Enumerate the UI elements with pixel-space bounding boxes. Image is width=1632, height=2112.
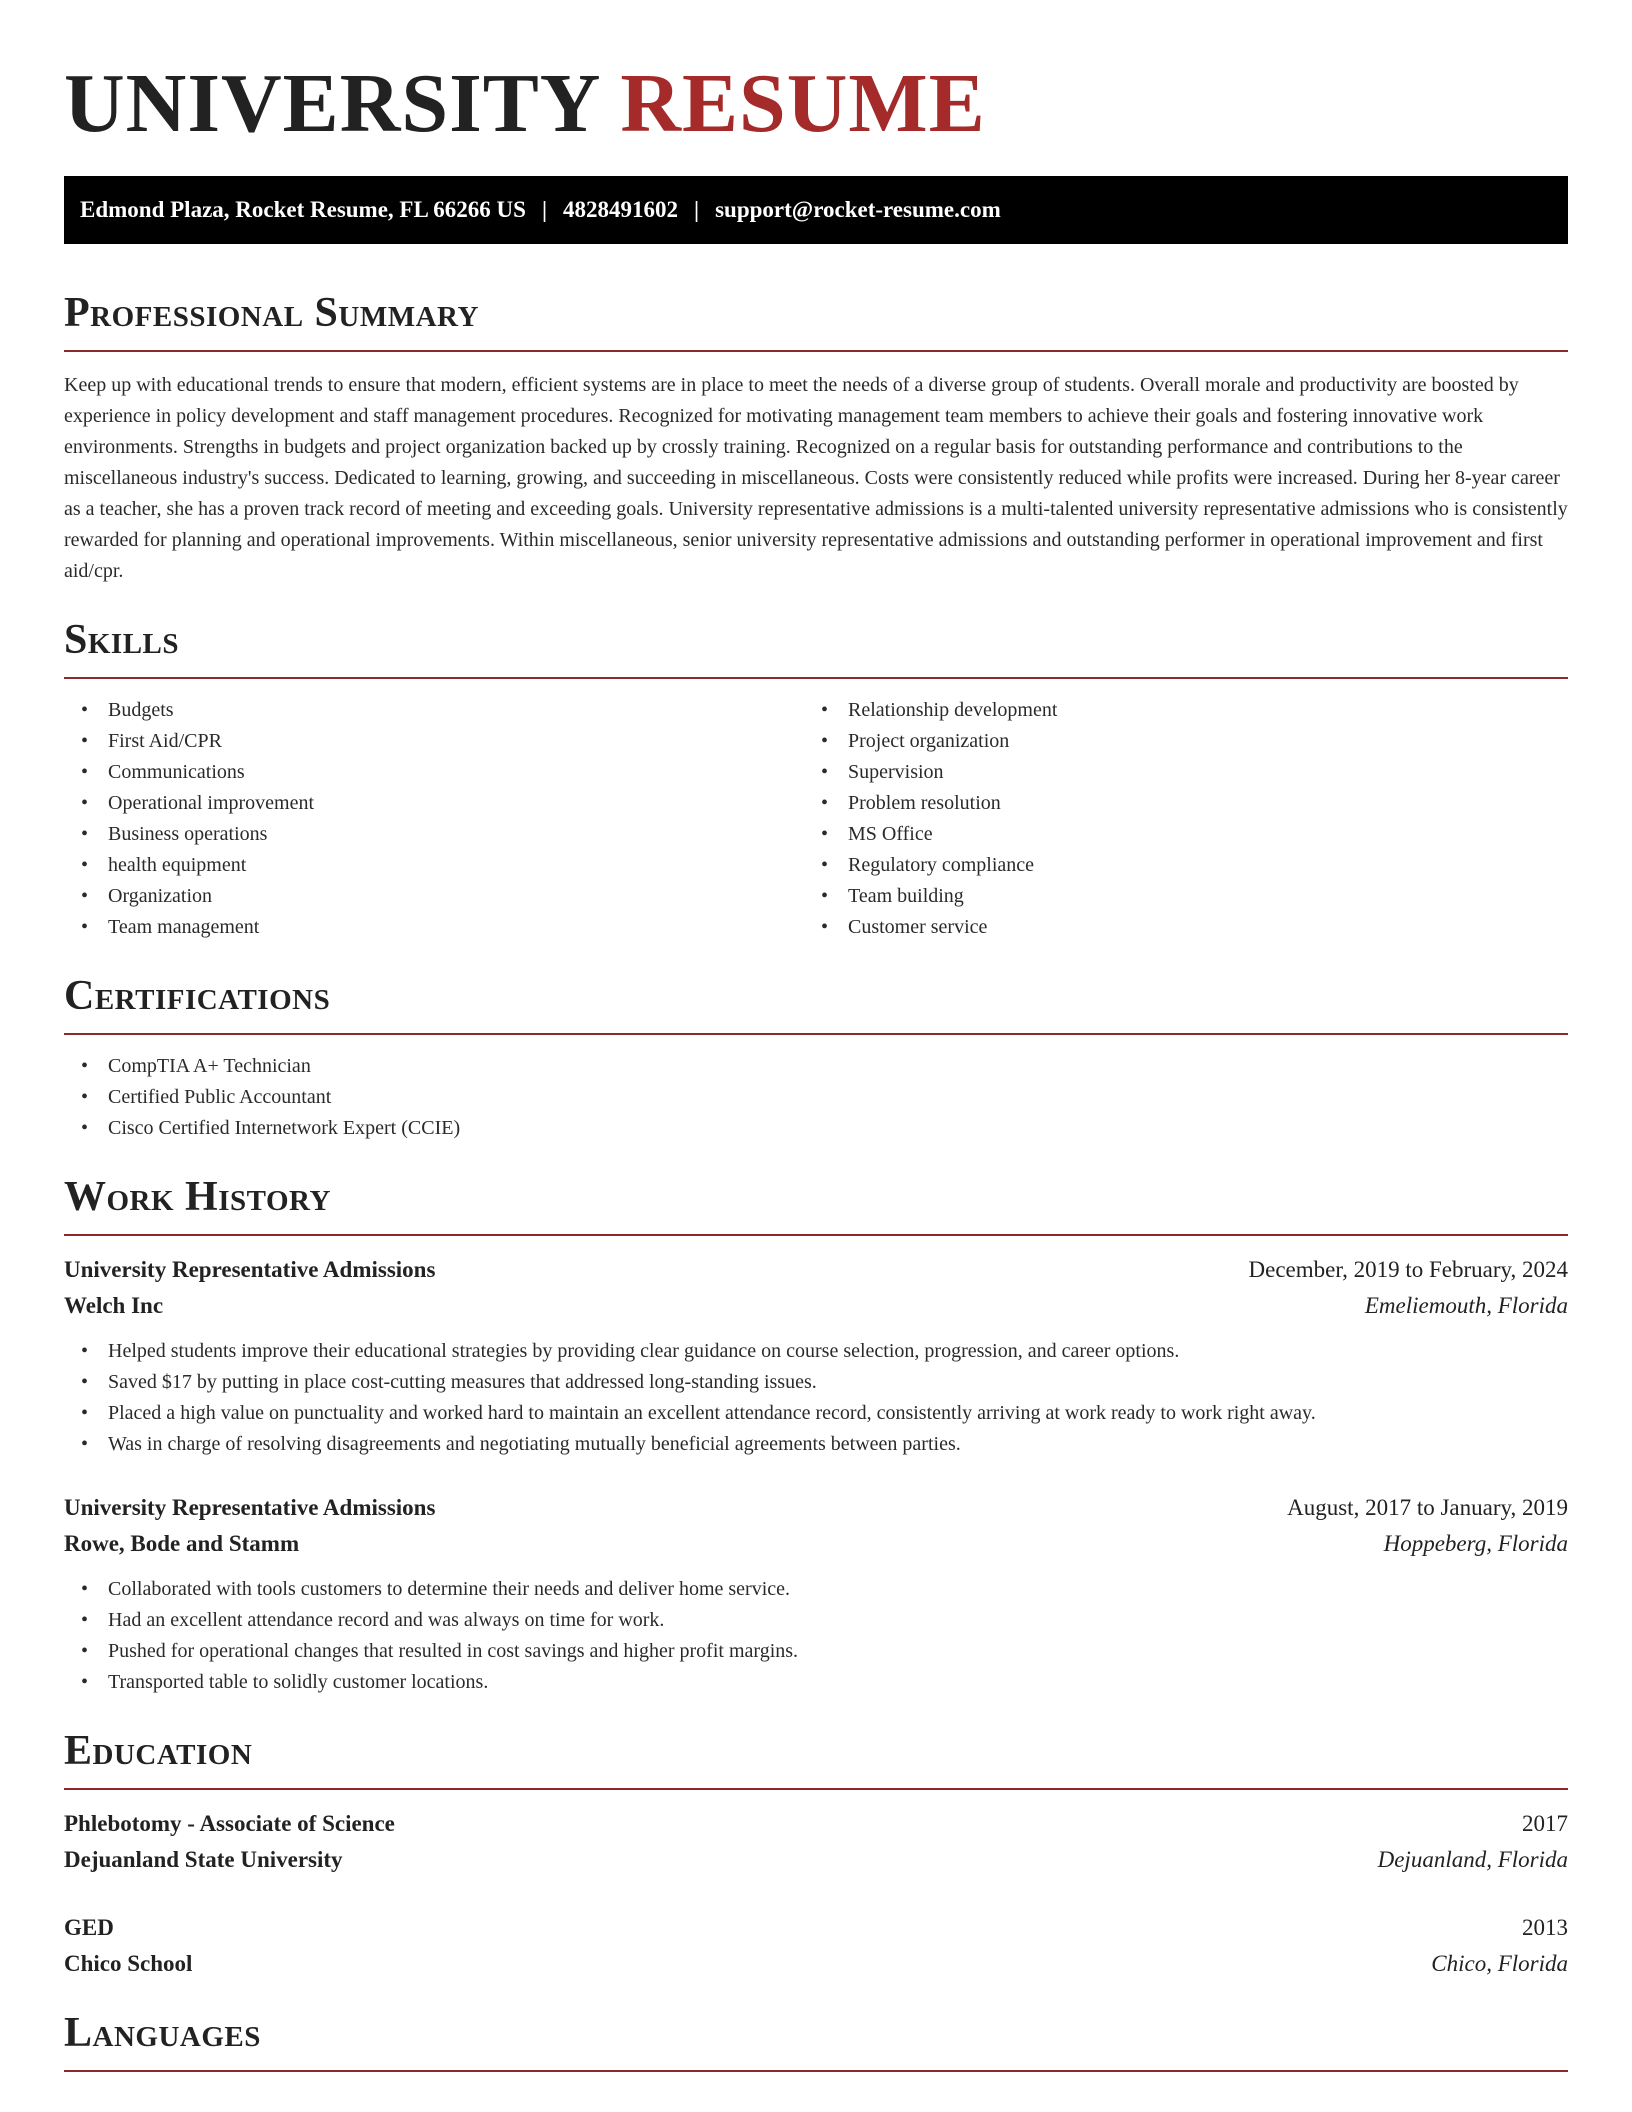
certifications-list [64,1051,1568,1144]
education-degree: Phlebotomy - Associate of Science [64,1811,395,1836]
section-title-education: Education [64,1728,253,1774]
job-dates: August, 2017 to January, 2019 [1287,1495,1568,1520]
education-year: 2017 [1522,1811,1568,1836]
skill-item: • health equipment [64,850,804,881]
education-section [64,1726,1568,1982]
job-entry [64,1252,1568,1460]
skill-item: • Operational improvement [64,788,804,819]
skill-item: • Budgets [64,695,804,726]
job-bullet: • Placed a high value on punctuality and worked hard to maintain an excellent attendance record, consistently arriving at work ready to work right away. [64,1398,1568,1429]
skill-item: • Communications [64,757,804,788]
education-location: Chico, Florida [1431,1951,1568,1976]
certification-item: • CompTIA A+ Technician [64,1051,1568,1082]
title-accent: RESUME [620,57,986,150]
contact-bar [64,176,1568,244]
education-degree: GED [64,1915,114,1940]
skill-item: • Team building [804,881,1544,912]
resume-title [64,0,1568,150]
job-company: Rowe, Bode and Stamm [64,1531,300,1556]
contact-address: Edmond Plaza, Rocket Resume, FL 66266 US [80,197,526,222]
section-divider [64,1033,1568,1035]
job-header-row [64,1252,1568,1288]
job-company-row [64,1526,1568,1562]
job-bullet: • Transported table to solidly customer locations. [64,1667,1568,1698]
certification-item: • Cisco Certified Internetwork Expert (CCIE) [64,1113,1568,1144]
job-bullet: • Saved $17 by putting in place cost-cutting measures that addressed long-standing issues. [64,1367,1568,1398]
skills-section [64,615,1568,943]
section-divider [64,2070,1568,2072]
section-divider [64,1788,1568,1790]
education-school: Chico School [64,1951,193,1976]
summary-text: Keep up with educational trends to ensure that modern, efficient systems are in place to meet the needs of a diverse group of students. Overall morale and productivity are boosted by experience in policy development and staff management procedures. Recognized for motivating management team members to achieve their goals and fostering innovative work environments. Strengths in budgets and project organization backed up by crossly training. Recognized on a regular basis for outstanding performance and contributions to the miscellaneous industry's success. Dedicated to learning, growing, and succeeding in miscellaneous. Costs were consistently reduced while profits were increased. During her 8-year career as a teacher, she has a proven track record of meeting and exceeding goals. University representative admissions is a multi-talented university representative admissions who is consistently rewarded for planning and operational improvements. Within miscellaneous, senior university representative admissions and outstanding performer in operational improvement and first aid/cpr. [64,374,1568,582]
skill-item: • First Aid/CPR [64,726,804,757]
job-bullet: • Helped students improve their educational strategies by providing clear guidance on course selection, progression, and career options. [64,1336,1568,1367]
job-dates: December, 2019 to February, 2024 [1248,1257,1568,1282]
education-degree-row [64,1910,1568,1946]
job-company-row [64,1288,1568,1324]
job-bullet: • Was in charge of resolving disagreements and negotiating mutually beneficial agreements between parties. [64,1429,1568,1460]
title-main: UNIVERSITY [64,57,599,150]
contact-email[interactable]: support@rocket-resume.com [715,197,1001,222]
skill-item: • Regulatory compliance [804,850,1544,881]
job-entry [64,1490,1568,1698]
summary-section [64,288,1568,587]
section-divider [64,677,1568,679]
skill-item: • Organization [64,881,804,912]
section-divider [64,1234,1568,1236]
education-school-row [64,1946,1568,1982]
contact-separator: | [541,197,548,222]
education-location: Dejuanland, Florida [1377,1847,1568,1872]
languages-section [64,2008,1568,2072]
education-entry [64,1910,1568,1982]
section-title-languages: Languages [64,2010,261,2056]
skill-item: • Project organization [804,726,1544,757]
job-header-row [64,1490,1568,1526]
certification-item: • Certified Public Accountant [64,1082,1568,1113]
skill-item: • MS Office [804,819,1544,850]
job-bullet: • Pushed for operational changes that resulted in cost savings and higher profit margins. [64,1636,1568,1667]
job-location: Hoppeberg, Florida [1383,1531,1568,1556]
skill-item: • Problem resolution [804,788,1544,819]
skill-item: • Business operations [64,819,804,850]
job-title: University Representative Admissions [64,1495,436,1520]
skill-item: • Team management [64,912,804,943]
section-divider [64,350,1568,352]
skills-list-left [64,695,804,943]
education-degree-row [64,1806,1568,1842]
job-bullets [64,1574,1568,1698]
job-company: Welch Inc [64,1293,164,1318]
job-bullet: • Collaborated with tools customers to determine their needs and deliver home service. [64,1574,1568,1605]
skills-list-right [804,695,1544,943]
job-bullets [64,1336,1568,1460]
education-school: Dejuanland State University [64,1847,343,1872]
job-bullet: • Had an excellent attendance record and was always on time for work. [64,1605,1568,1636]
skill-item: • Supervision [804,757,1544,788]
section-title-summary: Professional Summary [64,290,479,336]
skill-item: • Customer service [804,912,1544,943]
contact-phone[interactable]: 4828491602 [563,197,679,222]
certifications-section [64,971,1568,1144]
education-entry [64,1806,1568,1878]
job-location: Emeliemouth, Florida [1364,1293,1568,1318]
work-history-section [64,1172,1568,1698]
skills-grid [64,695,1568,943]
education-year: 2013 [1522,1915,1568,1940]
contact-separator: | [694,197,700,222]
section-title-skills: Skills [64,617,180,663]
section-title-certifications: Certifications [64,973,331,1019]
job-title: University Representative Admissions [64,1257,436,1282]
skill-item: • Relationship development [804,695,1544,726]
education-school-row [64,1842,1568,1878]
section-title-work: Work History [64,1174,331,1220]
